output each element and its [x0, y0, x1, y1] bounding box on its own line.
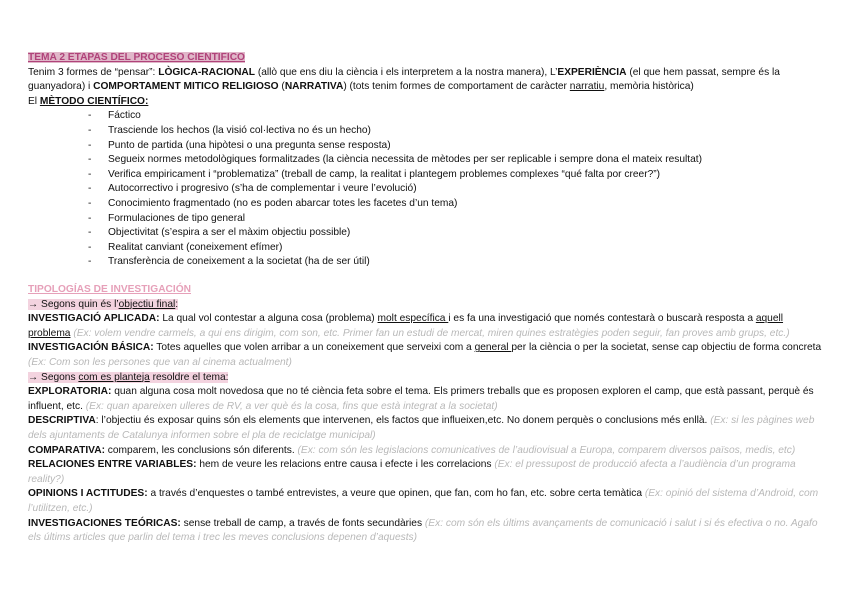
opinions-paragraph: OPINIONS I ACTITUDES: a través d’enquestes o també entrevistes, a veure que opinen, que fan, com ho fan, etc. sobre certa temàtica (Ex: opinió del sistema d’Android, com l’utilitzen, etc.) [28, 488, 819, 514]
list-item: - Formulaciones de tipo general [88, 212, 828, 227]
basica-paragraph: INVESTIGACIÓN BÁSICA: Totes aquelles que volen arribar a un coneixement que serveixi com a general per la ciència o per la societat, sense cap objectiu de forma concreta (Ex: Com son les persones que van al cinema actualment) [28, 342, 822, 368]
teoricas-paragraph: INVESTIGACIONES TEÓRICAS: sense treball de camp, a través de fonts secundàries (Ex: com són els últims avançaments de comunicació i salut i si és efectiva o no. Agafo els últims articles que parlin del tema i trec les meves conclusions depenen d’aquests) [28, 517, 818, 544]
metodo-heading: El MÈTODO CIENTÍFICO: [28, 95, 149, 107]
list-item: - Verifica empiricament i “problematiza” (treball de camp, la realitat i plantegem problemes complexes “qué falta por creer?”) [88, 168, 828, 183]
exploratoria-paragraph: EXPLORATORIA: quan alguna cosa molt novedosa que no té ciència feta sobre el tema. Els primers treballs que es proposen exploren el camp, que està passant, perquè és influent, etc. (Ex: quan apareixen ulleres de RV, a ver què és la cosa, fins que està integrat a la societat) [28, 386, 814, 412]
tipologias-section [28, 283, 828, 546]
segons-objectiu: → Segons quin és l’objectiu final: [28, 298, 179, 310]
list-item: - Autocorrectivo i progresivo (s’ha de complementar i veure l’evolució) [88, 182, 828, 197]
list-item: - Trasciende los hechos (la visió col·lectiva no és un hecho) [88, 124, 828, 139]
list-item: - Punto de partida (una hipòtesi o una pregunta sense resposta) [88, 139, 828, 154]
segons-planteja: → Segons com es planteja resoldre el tema: [28, 371, 229, 383]
list-item: - Transferència de coneixement a la societat (ha de ser útil) [88, 255, 828, 270]
list-item: - Conocimiento fragmentado (no es poden abarcar totes les facetes d’un tema) [88, 197, 828, 212]
list-item: - Realitat canviant (coneixement efímer) [88, 241, 828, 256]
intro-paragraph: Tenim 3 formes de “pensar”: LÒGICA-RACIONAL (allò que ens diu la ciència i els interpretem a la nostra manera), L’EXPERIÈNCIA (el que hem passat, sempre és la guanyadora) i COMPORTAMENT MITICO RELIGIOSO (NARRATIVA) (tots tenim formes de comportament de caràcter narratiu, memòria històrica) [28, 66, 780, 93]
document-title: TEMA 2 ETAPAS DEL PROCESO CIENTIFICO [28, 52, 245, 63]
list-item: - Fáctico [88, 109, 828, 124]
aplicada-paragraph: INVESTIGACIÓ APLICADA: La qual vol contestar a alguna cosa (problema) molt específica i es fa una investigació que només contestarà o buscarà resposta a aquell problema (Ex: volem vendre carmels, a qui ens dirigim, com son, etc. Primer fan un estudi de mercat, miren quines estratègies poden seguir, fan proves amb grups, etc.) [28, 313, 790, 339]
list-item: - Segueix normes metodològiques formalitzades (la ciència necessita de mètodes per ser replicable i sempre dona el mateix resultat) [88, 153, 828, 168]
list-item: - Objectivitat (s’espira a ser el màxim objectiu possible) [88, 226, 828, 241]
intro-section [28, 51, 828, 270]
comparativa-paragraph: COMPARATIVA: comparem, les conclusions són diferents. (Ex: com són les legislacions comunicatives de l’audiovisual a Europa, comparem diversos països, medis, etc) [28, 444, 796, 456]
tipologias-heading: TIPOLOGÍAS DE INVESTIGACIÓN [28, 284, 192, 295]
relaciones-paragraph: RELACIONES ENTRE VARIABLES: hem de veure les relacions entre causa i efecte i les correlacions (Ex: el pressupost de producció afecta a l’audiència d’un programa reality?) [28, 459, 796, 485]
descriptiva-paragraph: DESCRIPTIVA: l’objectiu és exposar quins són els elements que intervenen, els factos que influeixen,etc. No donem perquès o conclusions més enllà. (Ex: si les pàgines web dels ajuntaments de Catalunya informen sobre el pla de reciclatge municipal) [28, 415, 815, 441]
metodo-list [28, 109, 828, 270]
